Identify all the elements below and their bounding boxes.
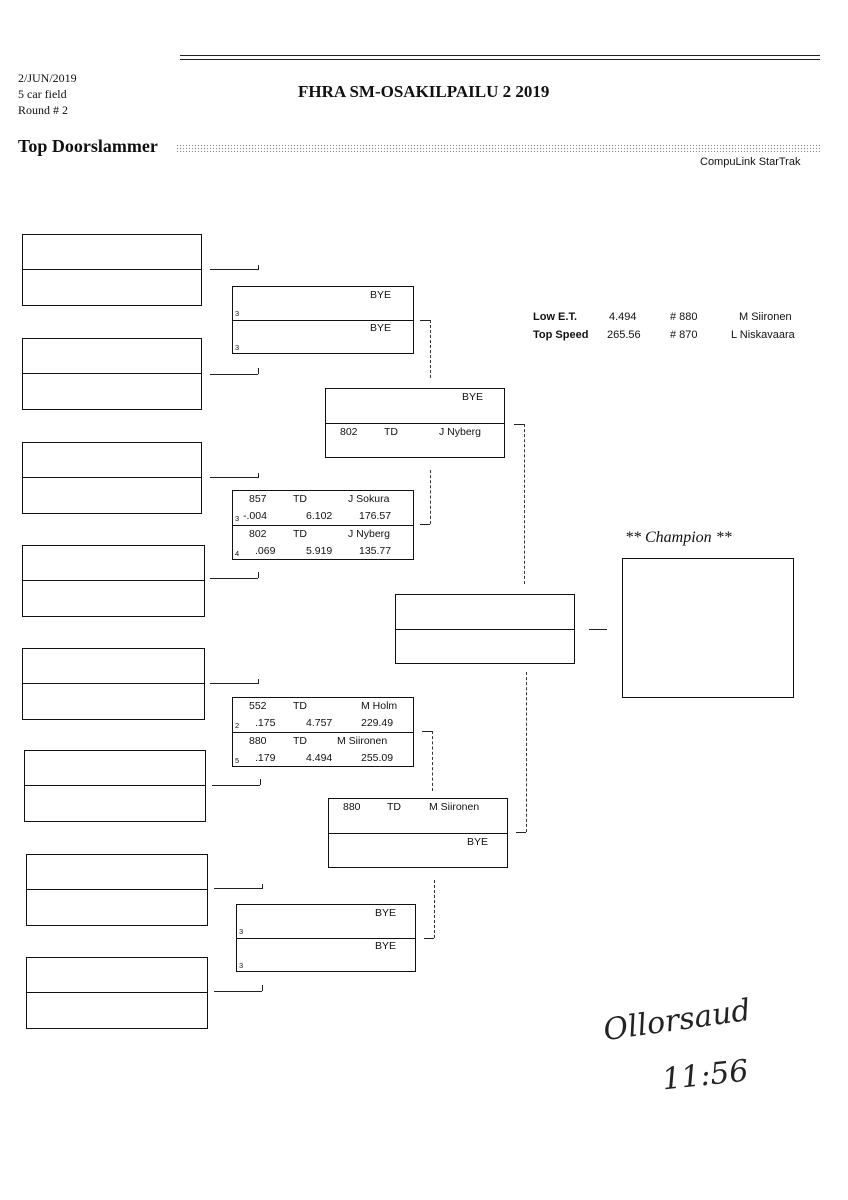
connector <box>258 473 259 478</box>
driver-name: J Nyberg <box>439 426 482 438</box>
low-et-value: 4.494 <box>609 311 637 323</box>
top-entry-name: BYE <box>370 289 392 301</box>
connector <box>430 320 431 378</box>
round2-match-1 <box>232 286 414 354</box>
connector <box>422 731 432 732</box>
class-code: TD <box>387 801 401 813</box>
elapsed-time: 4.757 <box>306 717 333 729</box>
car-number: 802 <box>249 528 267 540</box>
round1-match-3 <box>22 442 202 514</box>
connector <box>214 888 262 889</box>
connector <box>258 572 259 578</box>
connector <box>258 679 259 684</box>
car-number: 880 <box>343 801 361 813</box>
connector <box>258 265 259 270</box>
low-et-driver: M Siironen <box>739 311 792 323</box>
dotted-rule <box>176 144 820 152</box>
reaction-time: -.004 <box>243 510 267 522</box>
brand-label: CompuLink StarTrak <box>700 156 801 168</box>
top-speed-car: # 870 <box>670 329 698 341</box>
connector <box>210 374 258 375</box>
car-number: 552 <box>249 700 267 712</box>
connector <box>212 785 260 786</box>
champion-box <box>622 558 794 698</box>
connector <box>516 832 526 833</box>
event-title: FHRA SM-OSAKILPAILU 2 2019 <box>298 82 550 101</box>
bottom-entry-name: BYE <box>375 940 397 952</box>
round-number: Round # 2 <box>18 103 69 117</box>
speed: 176.57 <box>359 510 392 522</box>
driver-name: J Nyberg <box>348 528 391 540</box>
top-rule <box>180 55 820 56</box>
connector <box>524 424 525 584</box>
lane-number: 2 <box>235 721 240 730</box>
connector <box>514 424 524 425</box>
bottom-entry-name: BYE <box>467 836 489 848</box>
connector <box>424 938 434 939</box>
car-number: 857 <box>249 493 267 505</box>
champion-label: ** Champion ** <box>625 529 732 546</box>
class-code: TD <box>293 528 307 540</box>
lane-number: 4 <box>235 549 240 558</box>
round2-match-3 <box>232 697 414 767</box>
connector <box>262 884 263 889</box>
connector <box>420 524 430 525</box>
car-number: 880 <box>249 735 267 747</box>
round3-match-2 <box>328 798 508 868</box>
round1-match-4 <box>22 545 205 617</box>
handwritten-signature: Ollorsaud <box>601 992 753 1049</box>
bottom-lane: 3 <box>235 343 240 352</box>
top-rule-2 <box>180 59 820 60</box>
class-code: TD <box>293 493 307 505</box>
connector <box>589 629 607 630</box>
final-match <box>395 594 575 664</box>
connector <box>210 477 258 478</box>
driver-name: M Siironen <box>429 801 480 813</box>
round1-match-5 <box>22 648 205 720</box>
round1-match-1 <box>22 234 202 306</box>
class-code: TD <box>293 735 307 747</box>
top-entry-name: BYE <box>462 391 484 403</box>
connector <box>420 320 430 321</box>
driver-name: M Holm <box>361 700 398 712</box>
stats-block <box>533 311 823 345</box>
round3-match-1 <box>325 388 505 458</box>
driver-name: J Sokura <box>348 493 390 505</box>
connector <box>214 991 262 992</box>
connector <box>262 985 263 991</box>
elapsed-time: 5.919 <box>306 545 333 557</box>
lane-number: 3 <box>235 514 240 523</box>
reaction-time: .179 <box>255 752 276 764</box>
bottom-lane: 3 <box>239 961 244 970</box>
speed: 229.49 <box>361 717 394 729</box>
connector <box>260 779 261 785</box>
connector <box>210 269 258 270</box>
elapsed-time: 6.102 <box>306 510 333 522</box>
connector <box>432 731 433 791</box>
race-date: 2/JUN/2019 <box>18 71 77 85</box>
connector <box>258 368 259 374</box>
speed: 255.09 <box>361 752 394 764</box>
class-code: TD <box>384 426 398 438</box>
class-code: TD <box>293 700 307 712</box>
driver-name: M Siironen <box>337 735 388 747</box>
connector <box>526 672 527 832</box>
top-speed-label: Top Speed <box>533 329 589 341</box>
top-lane: 3 <box>239 927 244 936</box>
round1-match-2 <box>22 338 202 410</box>
elapsed-time: 4.494 <box>306 752 333 764</box>
low-et-car: # 880 <box>670 311 698 323</box>
top-speed-value: 265.56 <box>607 329 641 341</box>
lane-number: 5 <box>235 756 240 765</box>
top-speed-driver: L Niskavaara <box>731 329 795 341</box>
field-size: 5 car field <box>18 87 67 101</box>
connector <box>430 470 431 524</box>
round2-match-4 <box>236 904 416 972</box>
low-et-label: Low E.T. <box>533 311 577 323</box>
top-entry-name: BYE <box>375 907 397 919</box>
car-number: 802 <box>340 426 358 438</box>
round1-match-6 <box>24 750 206 822</box>
speed: 135.77 <box>359 545 392 557</box>
bottom-entry-name: BYE <box>370 322 392 334</box>
reaction-time: .175 <box>255 717 276 729</box>
round1-match-8 <box>26 957 208 1029</box>
top-lane: 3 <box>235 309 240 318</box>
class-title: Top Doorslammer <box>18 136 158 156</box>
connector <box>210 683 258 684</box>
round2-match-2 <box>232 490 414 560</box>
connector <box>210 578 258 579</box>
connector <box>434 880 435 938</box>
round1-match-7 <box>26 854 208 926</box>
reaction-time: .069 <box>255 545 276 557</box>
header-info <box>18 70 77 118</box>
handwritten-time: 11:56 <box>660 1053 751 1098</box>
